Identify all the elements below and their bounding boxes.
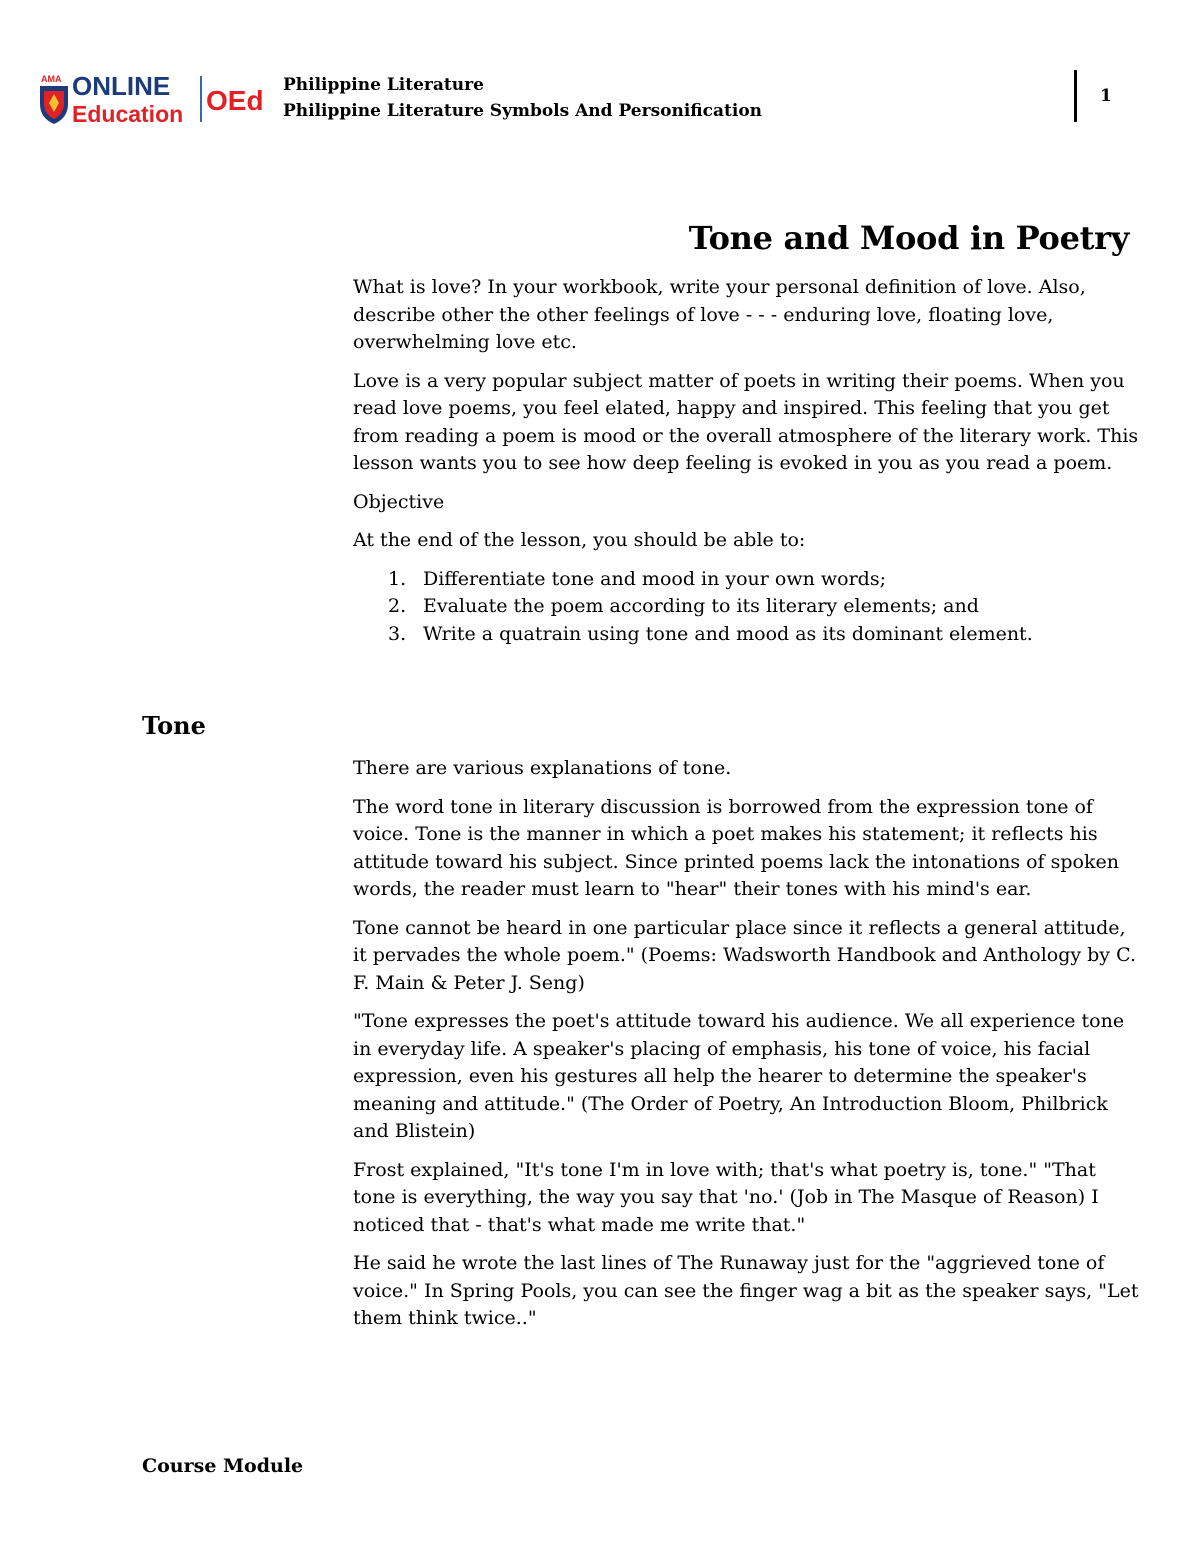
header-topic: Philippine Literature Symbols And Personification: [283, 101, 763, 121]
brand-online: ONLINE: [72, 71, 171, 101]
tone-heading: Tone: [142, 711, 206, 740]
objective-item: [353, 621, 1143, 649]
objective-number: 3.: [388, 622, 407, 645]
objective-text: Write a quatrain using tone and mood as its dominant element.: [423, 622, 1033, 645]
tone-paragraph: "Tone expresses the poet's attitude toward his audience. We all experience tone in everyday life. A speaker's placing of emphasis, his tone of voice, his facial expression, even his gestures all help the hearer to determine the speaker's meaning and attitude." (The Order of Poetry, An Introduction Bloom, Philbrick and Blistein): [353, 1010, 1125, 1142]
page-number: 1: [1100, 86, 1112, 106]
header-course: Philippine Literature: [283, 75, 484, 95]
objective-number: 2.: [388, 595, 407, 617]
objective-number: 1.: [388, 567, 407, 590]
online-education-logo: [38, 70, 270, 128]
tone-paragraph: The word tone in literary discussion is borrowed from the expression tone of voice. Tone is the manner in which a poet makes his statement; it reflects his attitude toward his subject. Since printed poems lack the intonations of spoken words, the reader must learn to "hear" their tones with his mind's ear.: [353, 795, 1119, 900]
brand-education: Education: [72, 101, 184, 127]
header-divider: [1074, 70, 1077, 122]
tone-paragraph: He said he wrote the last lines of The Runaway just for the "aggrieved tone of voice." In Spring Pools, you can see the finger wag a bit as the speaker says, "Let them think twice..": [353, 1252, 1139, 1329]
brand-oed: OEd: [206, 85, 264, 116]
objective-item: [353, 566, 1143, 594]
objective-lead: At the end of the lesson, you should be able to:: [353, 529, 806, 551]
tone-paragraph: Tone cannot be heard in one particular place since it reflects a general attitude, it pervades the whole poem." (Poems: Wadsworth Handbook and Anthology by C. F. Main & Peter J. Seng): [353, 916, 1136, 994]
tone-paragraph: Frost explained, "It's tone I'm in love with; that's what poetry is, tone." "That tone is everything, the way you say that 'no.' (Job in The Masque of Reason) I noticed that - that's what made me write that.": [353, 1158, 1099, 1236]
ama-shield-icon: [40, 74, 68, 124]
objective-item: [353, 593, 1143, 621]
objectives-list: [353, 566, 1143, 649]
intro-paragraph-2: Love is a very popular subject matter of poets in writing their poems. When you read love poems, you feel elated, happy and inspired. This feeling that you get from reading a poem is mood or the overall atmosphere of the literary work. This lesson wants you to see how deep feeling is evoked in you as you read a poem.: [353, 369, 1139, 474]
objective-text: Evaluate the poem according to its literary elements; and: [423, 595, 979, 617]
tone-section: [353, 755, 1143, 1344]
intro-paragraph-1: What is love? In your workbook, write your personal definition of love. Also, describe other the other feelings of love - - - enduring love, floating love, overwhelming love etc.: [353, 276, 1086, 353]
header-text: [283, 72, 762, 124]
objective-heading: Objective: [353, 490, 445, 513]
objective-text: Differentiate tone and mood in your own words;: [423, 567, 886, 590]
page-title: Tone and Mood in Poetry: [688, 219, 1129, 257]
shield-text: AMA: [41, 74, 62, 84]
intro-section: [353, 274, 1143, 648]
tone-paragraph: There are various explanations of tone.: [353, 757, 732, 779]
footer-label: Course Module: [142, 1455, 304, 1477]
